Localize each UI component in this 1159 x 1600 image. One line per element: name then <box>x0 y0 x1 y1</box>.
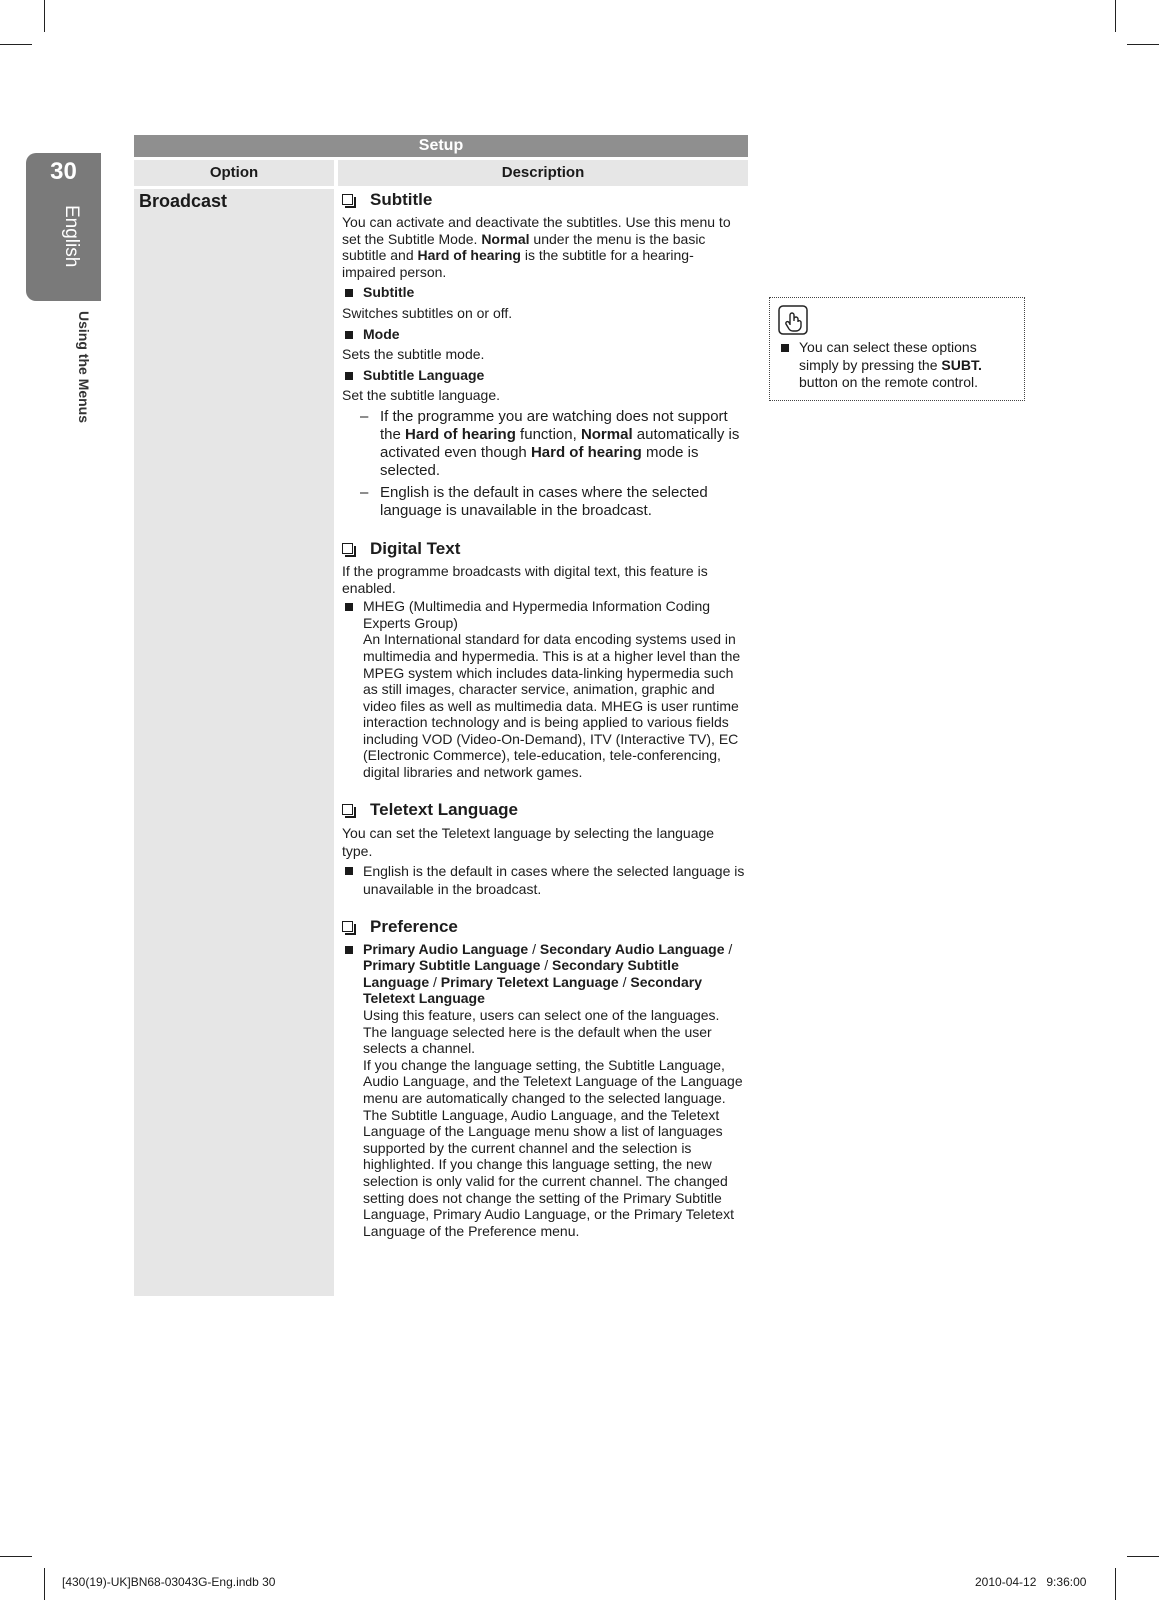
footer-right: 2010-04-12 9:36:00 <box>975 1575 1087 1589</box>
bullet-icon <box>345 289 353 297</box>
pref-term: Secondary Audio Language <box>539 940 725 957</box>
teletext-bullet <box>342 862 746 898</box>
subtitle-item-language <box>342 367 746 384</box>
subtitle-item-title: Subtitle Language <box>363 366 485 383</box>
bullet-icon <box>781 344 789 352</box>
crop-mark <box>0 44 32 45</box>
teletext-bullet-text: English is the default in cases where the selected language is unavailable in the broadcast. <box>363 862 745 897</box>
note-text-a: You can select these options simply by pressing the <box>799 339 977 373</box>
crop-mark <box>1127 1556 1159 1557</box>
page-number: 30 <box>50 158 77 185</box>
pref-sep: / <box>528 940 540 957</box>
pref-sep: / <box>724 940 733 957</box>
crop-mark <box>44 1568 45 1600</box>
option-broadcast: Broadcast <box>139 191 228 211</box>
subtitle-intro-2: under the menu is the basic subtitle and <box>342 230 706 264</box>
note-subt: SUBT. <box>941 356 982 373</box>
subtitle-intro-3: is the subtitle for a hearing-impaired person. <box>342 247 694 280</box>
dash-mark: – <box>360 483 369 501</box>
pref-term: Primary Audio Language <box>363 940 529 957</box>
note-text: function, <box>515 425 581 443</box>
note-box <box>769 297 1025 401</box>
digital-text-heading <box>342 540 746 557</box>
note-text: If the programme you are watching does not support the <box>380 407 728 443</box>
note-icon <box>778 305 808 335</box>
subtitle-item-title: Subtitle <box>363 284 415 301</box>
crop-mark <box>44 0 45 32</box>
note-bold: Normal <box>580 425 633 443</box>
pref-term: Primary Subtitle Language <box>363 957 541 974</box>
subtitle-intro <box>342 214 746 280</box>
teletext-heading-text: Teletext Language <box>370 799 518 819</box>
subtitle-intro-hard: Hard of hearing <box>417 247 521 264</box>
description-column <box>342 189 746 1239</box>
pref-term: Secondary Teletext Language <box>363 973 702 1007</box>
note-text: English is the default in cases where the selected language is unavailable in the broadcast. <box>380 483 708 519</box>
language-tab-label: English <box>61 205 82 268</box>
subtitle-heading-text: Subtitle <box>370 190 433 209</box>
bullet-icon <box>345 867 353 875</box>
digital-text-bullet <box>342 598 746 781</box>
note-bold: Hard of hearing <box>405 425 516 443</box>
header-option: Option <box>134 160 334 186</box>
header-description: Description <box>338 160 748 186</box>
crop-mark <box>1115 0 1116 32</box>
crop-mark <box>1115 1568 1116 1600</box>
pref-paragraph: The Subtitle Language, Audio Language, and the Teletext Language of the Language menu show a list of languages supported by the current channel and the selection is highlighted. If you change this language setting, the new selection is only valid for the current channel. The changed setting does not change the setting of the Primary Subtitle Language, Primary Audio Language, or the Primary Teletext Language of the Preference menu. <box>363 1106 734 1239</box>
bullet-icon <box>345 372 353 380</box>
section-label: Using the Menus <box>76 311 92 424</box>
bullet-icon <box>345 603 353 611</box>
bullet-icon <box>345 331 353 339</box>
digital-text-intro: If the programme broadcasts with digital text, this feature is enabled. <box>342 562 708 596</box>
subtitle-intro-1: You can activate and deactivate the subtitles. Use this menu to set the Subtitle Mode. <box>342 214 731 247</box>
crop-mark <box>1127 44 1159 45</box>
note-text: mode is selected. <box>380 443 699 479</box>
teletext-heading <box>342 801 746 818</box>
subtitle-item-mode <box>342 326 746 343</box>
digital-text-heading-text: Digital Text <box>370 538 461 558</box>
checkbox-icon <box>342 921 353 932</box>
subtitle-heading <box>342 191 746 208</box>
subtitle-item-title: Mode <box>363 325 400 342</box>
pref-sep: / <box>540 957 553 974</box>
dash-mark: – <box>360 407 369 425</box>
preference-bullet <box>342 941 746 1240</box>
subtitle-item-text: Sets the subtitle mode. <box>342 346 485 363</box>
pref-paragraph: If you change the language setting, the Subtitle Language, Audio Language, and the Teletext Language of the Language menu are automatically changed to the selected language. <box>363 1056 743 1106</box>
checkbox-icon <box>342 804 353 815</box>
subtitle-intro-normal: Normal <box>481 230 530 247</box>
subtitle-item-subtitle <box>342 284 746 301</box>
note-bold: Hard of hearing <box>530 443 642 461</box>
pref-term: Primary Teletext Language <box>440 973 619 990</box>
note-text-b: button on the remote control. <box>799 374 978 390</box>
teletext-intro: You can set the Teletext language by selecting the language type. <box>342 824 715 859</box>
preference-heading-text: Preference <box>370 916 458 936</box>
subtitle-item-text: Set the subtitle language. <box>342 387 501 404</box>
note-text <box>778 339 1018 392</box>
footer-left: [430(19)-UK]BN68-03043G-Eng.indb 30 <box>62 1575 276 1589</box>
pref-paragraph: Using this feature, users can select one of the languages. The language selected here is the default when the user selects a channel. <box>363 1007 720 1057</box>
mheg-text: An International standard for data encoding systems used in multimedia and hypermedia. This is at a higher level than the MPEG system which includes data-linking hypermedia such as still images, character service, animation, graphic and video files as well as multimedia data. MHEG is user runtime interaction technology and is being applied to various fields including VOD (Video-On-Demand), ITV (Interactive TV), EC (Electronic Commerce), tele-education, tele-conferencing, digital libraries and network games. <box>363 631 741 781</box>
mheg-title: MHEG (Multimedia and Hypermedia Information Coding Experts Group) <box>363 598 711 631</box>
bullet-icon <box>345 946 353 954</box>
crop-mark <box>0 1556 32 1557</box>
subtitle-note-1 <box>360 408 746 480</box>
option-column <box>134 189 334 1296</box>
table-title: Setup <box>134 135 748 157</box>
checkbox-icon <box>342 543 353 554</box>
preference-heading <box>342 918 746 935</box>
note-text: automatically is activated even though <box>380 425 740 461</box>
subtitle-item-text: Switches subtitles on or off. <box>342 304 513 321</box>
checkbox-icon <box>342 194 353 205</box>
pref-sep: / <box>618 973 631 990</box>
pref-term: Secondary Subtitle Language <box>363 957 679 990</box>
subtitle-note-2 <box>360 484 746 520</box>
pref-sep: / <box>429 973 441 990</box>
